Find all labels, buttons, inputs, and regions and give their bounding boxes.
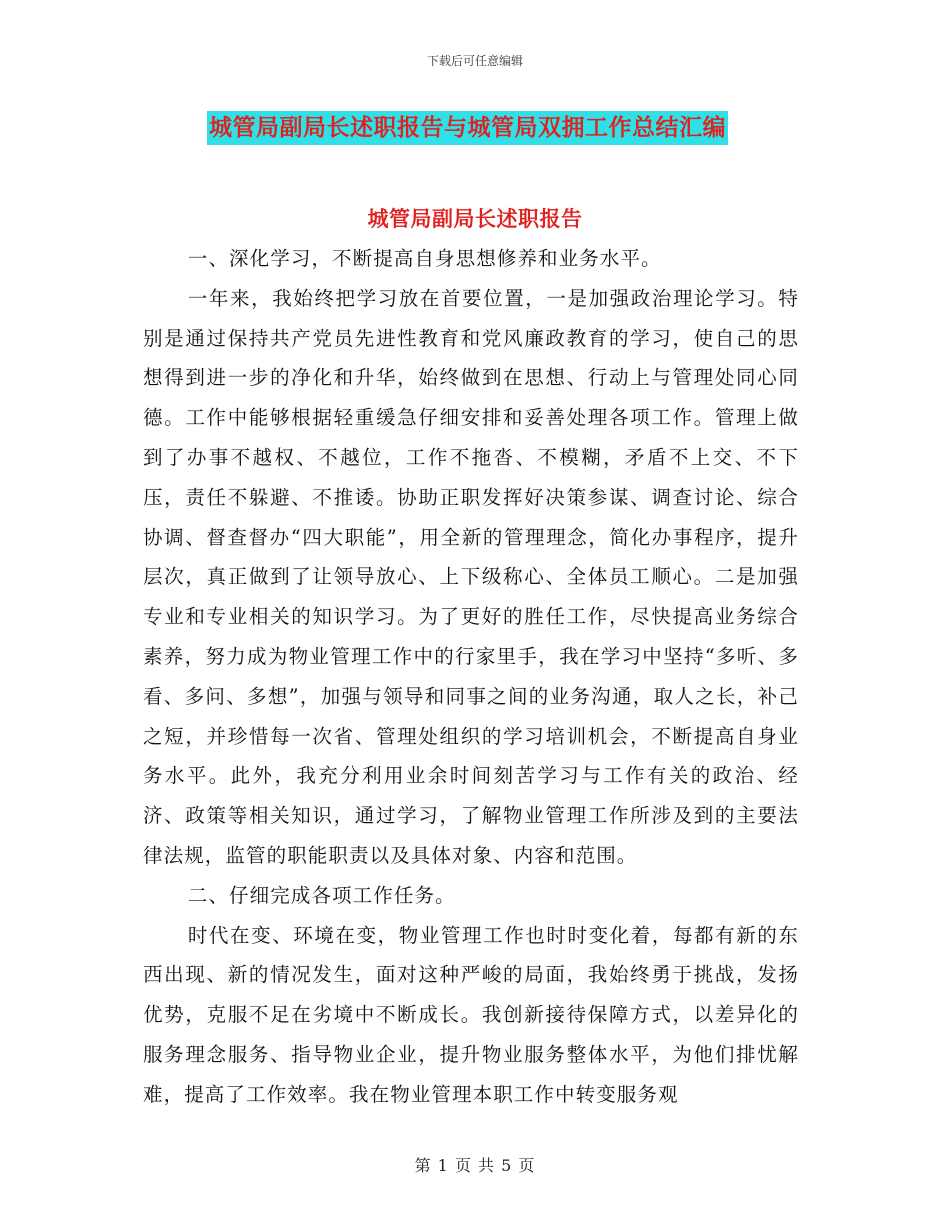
paragraph: 时代在变、环境在变，物业管理工作也时时变化着，每都有新的东西出现、新的情况发生，面对这种严峻的局面，我始终勇于挑战，发扬优势，克服不足在劣境中不断成长。我创新接待保障方式，以差异化的服务理念服务、指导物业企业，提升物业服务整体水平，为他们排忧解难，提高了工作效率。我在物业管理本职工作中转变服务观 — [143, 923, 799, 1106]
document-title: 城管局副局长述职报告与城管局双拥工作总结汇编 — [207, 111, 728, 145]
section-title: 城管局副局长述职报告 — [367, 206, 583, 231]
document-body — [143, 239, 799, 1115]
paragraph: 一年来，我始终把学习放在首要位置，一是加强政治理论学习。特别是通过保持共产党员先进性教育和党风廉政教育的学习，使自己的思想得到进一步的净化和升华，始终做到在思想、行动上与管理处同心同德。工作中能够根据轻重缓急仔细安排和妥善处理各项工作。管理上做到了办事不越权、不越位，工作不拖沓、不模糊，矛盾不上交、不下压，责任不躲避、不推诿。协助正职发挥好决策参谋、调查讨论、综合协调、督查督办“四大职能”，用全新的管理理念，简化办事程序，提升层次，真正做到了让领导放心、上下级称心、全体员工顺心。二是加强专业和专业相关的知识学习。为了更好的胜任工作，尽快提高业务综合素养，努力成为物业管理工作中的行家里手，我在学习中坚持“多听、多看、多问、多想”，加强与领导和同事之间的业务沟通，取人之长，补己之短，并珍惜每一次省、管理处组织的学习培训机会，不断提高自身业务水平。此外，我充分利用业余时间刻苦学习与工作有关的政治、经济、政策等相关知识，通过学习，了解物业管理工作所涉及到的主要法律法规，监管的职能职责以及具体对象、内容和范围。 — [143, 286, 799, 867]
page-number: 第 1 页 共 5 页 — [414, 1156, 536, 1175]
header-note: 下载后可任意编辑 — [426, 54, 523, 68]
paragraph: 二、仔细完成各项工作任务。 — [187, 883, 456, 907]
paragraph: 一、深化学习，不断提高自身思想修养和业务水平。 — [187, 247, 662, 270]
